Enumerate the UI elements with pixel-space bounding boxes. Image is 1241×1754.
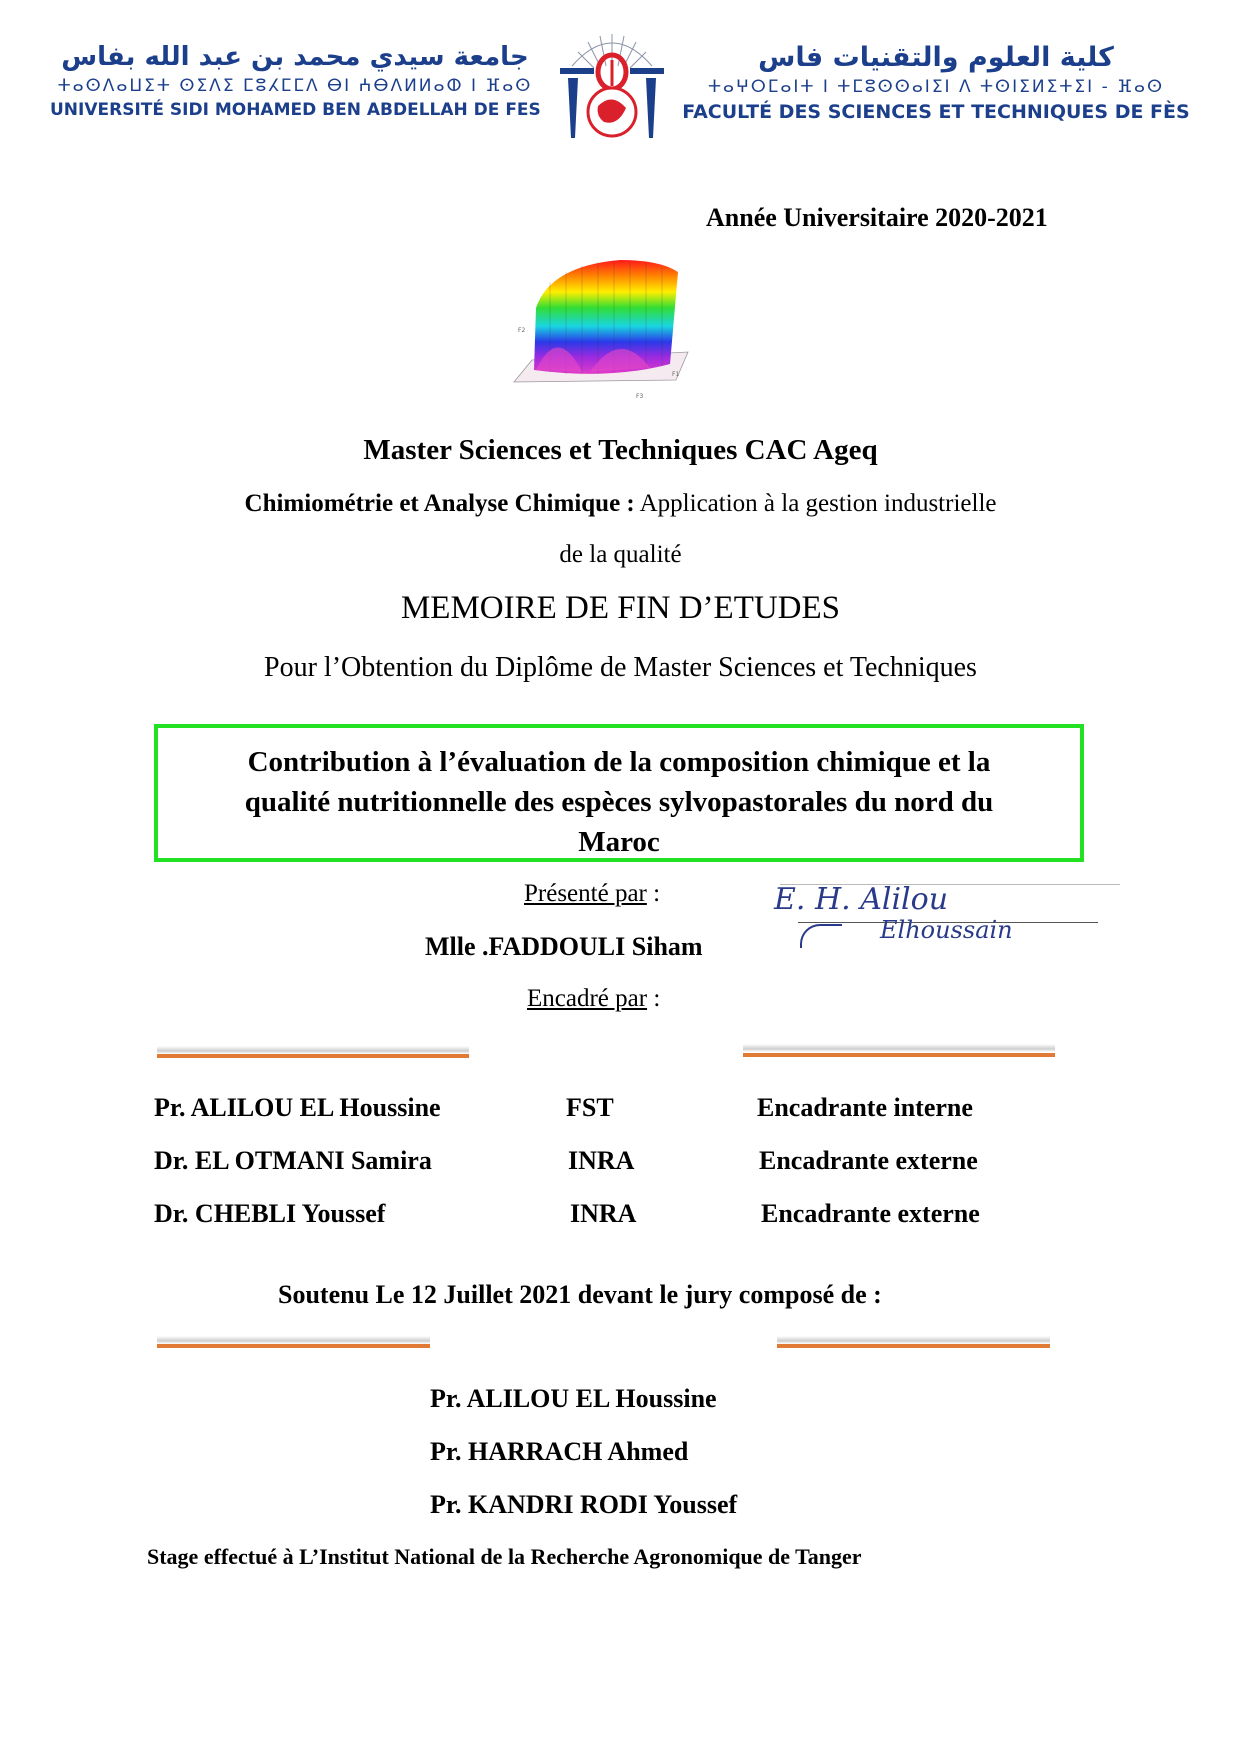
decorative-shadow-left: [157, 1046, 469, 1054]
surface-plot-image: [510, 252, 710, 402]
faculty-name-french: FACULTÉ DES SCIENCES ET TECHNIQUES DE FÈS: [682, 101, 1190, 123]
supervisor-name: Dr. CHEBLI Youssef: [154, 1199, 386, 1228]
thesis-title-line1: Contribution à l’évaluation de la composition chimique et la: [247, 746, 991, 778]
university-emblem-logo: [552, 26, 672, 144]
internship-statement: Stage effectué à L’Institut National de la Recherche Agronomique de Tanger: [147, 1544, 862, 1569]
axis-label-f1: F1: [672, 371, 680, 378]
signature-flourish: [800, 924, 842, 948]
program-subtitle-rest: Application à la gestion industrielle: [634, 490, 997, 517]
signature-line2: Elhoussain: [880, 916, 1013, 944]
university-name-french: UNIVERSITÉ SIDI MOHAMED BEN ABDELLAH DE FES: [50, 100, 541, 120]
memoire-title: MEMOIRE DE FIN D’ETUDES: [400, 590, 841, 626]
decorative-shadow-right: [743, 1044, 1055, 1052]
supervisor-institution: INRA: [570, 1199, 637, 1228]
jury-member: Pr. HARRACH Ahmed: [430, 1437, 689, 1466]
supervisor-institution: FST: [566, 1093, 614, 1122]
supervisor-name: Dr. EL OTMANI Samira: [154, 1146, 432, 1175]
supervised-by-label: [527, 985, 660, 1013]
supervisor-institution: INRA: [568, 1146, 635, 1175]
program-subtitle-bold: Chimiométrie et Analyse Chimique :: [244, 490, 635, 517]
rainbow-surface-icon: [510, 252, 710, 402]
handwritten-signature: [770, 872, 1130, 962]
program-subtitle: [0, 490, 1241, 518]
emblem-icon: [552, 26, 672, 144]
faculty-name-tifinagh: ⵜⴰⵖⵔⵎⴰⵏⵜ ⵏ ⵜⵎⵓⵙⵙⴰⵏⵉⵏ ⴷ ⵜⵙⵏⵉⵍⵉⵜⵉⵏ - ⴼⴰⵙ: [707, 77, 1165, 97]
jury-member: Pr. ALILOU EL Houssine: [430, 1384, 717, 1413]
faculty-header: [676, 42, 1196, 123]
faculty-name-arabic: كلية العلوم والتقنيات فاس: [758, 42, 1114, 73]
program-subtitle-line2: de la qualité: [559, 541, 682, 568]
defense-statement: Soutenu Le 12 Juillet 2021 devant le jury composé de :: [278, 1280, 882, 1309]
axis-label-f3: F3: [636, 393, 644, 400]
program-title: Master Sciences et Techniques CAC Ageq: [363, 434, 878, 466]
decorative-rule-left: [157, 1054, 469, 1058]
jury-member: Pr. KANDRI RODI Youssef: [430, 1490, 738, 1519]
university-name-arabic: جامعة سيدي محمد بن عبد الله بفاس: [61, 42, 529, 72]
supervised-by-colon: :: [647, 985, 661, 1012]
memoire-subtitle: Pour l’Obtention du Diplôme de Master Sciences et Techniques: [264, 652, 977, 683]
thesis-title-line2: qualité nutritionnelle des espèces sylvopastorales du nord du: [244, 786, 994, 818]
decorative-shadow-left-2: [157, 1336, 430, 1344]
supervisor-role: Encadrante interne: [757, 1093, 973, 1122]
thesis-title-line3: Maroc: [578, 826, 660, 858]
signature-line1: E. H. Alilou: [774, 882, 949, 917]
presented-by-label: [524, 880, 660, 908]
supervisor-role: Encadrante externe: [759, 1146, 978, 1175]
supervisor-role: Encadrante externe: [761, 1199, 980, 1228]
academic-year: Année Universitaire 2020-2021: [706, 203, 1048, 232]
supervised-by-label-underlined: Encadré par: [527, 985, 648, 1012]
decorative-rule-left-2: [157, 1344, 430, 1348]
decorative-rule-right: [743, 1053, 1055, 1057]
axis-label-f2: F2: [518, 327, 526, 334]
decorative-rule-right-2: [777, 1344, 1050, 1348]
presented-by-label-underlined: Présenté par: [524, 880, 647, 907]
decorative-shadow-right-2: [777, 1336, 1050, 1344]
university-name-tifinagh: ⵜⴰⵙⴷⴰⵡⵉⵜ ⵙⵉⴷⵉ ⵎⵓⵃⵎⵎⴷ ⴱⵏ ⵄⴱⴷⵍⵍⴰⵀ ⵏ ⴼⴰⵙ: [57, 76, 533, 96]
supervisor-name: Pr. ALILOU EL Houssine: [154, 1093, 441, 1122]
thesis-title-box: [154, 724, 1084, 862]
presented-by-colon: :: [646, 880, 661, 907]
student-name: Mlle .FADDOULI Siham: [425, 932, 703, 961]
university-header: [50, 42, 540, 120]
